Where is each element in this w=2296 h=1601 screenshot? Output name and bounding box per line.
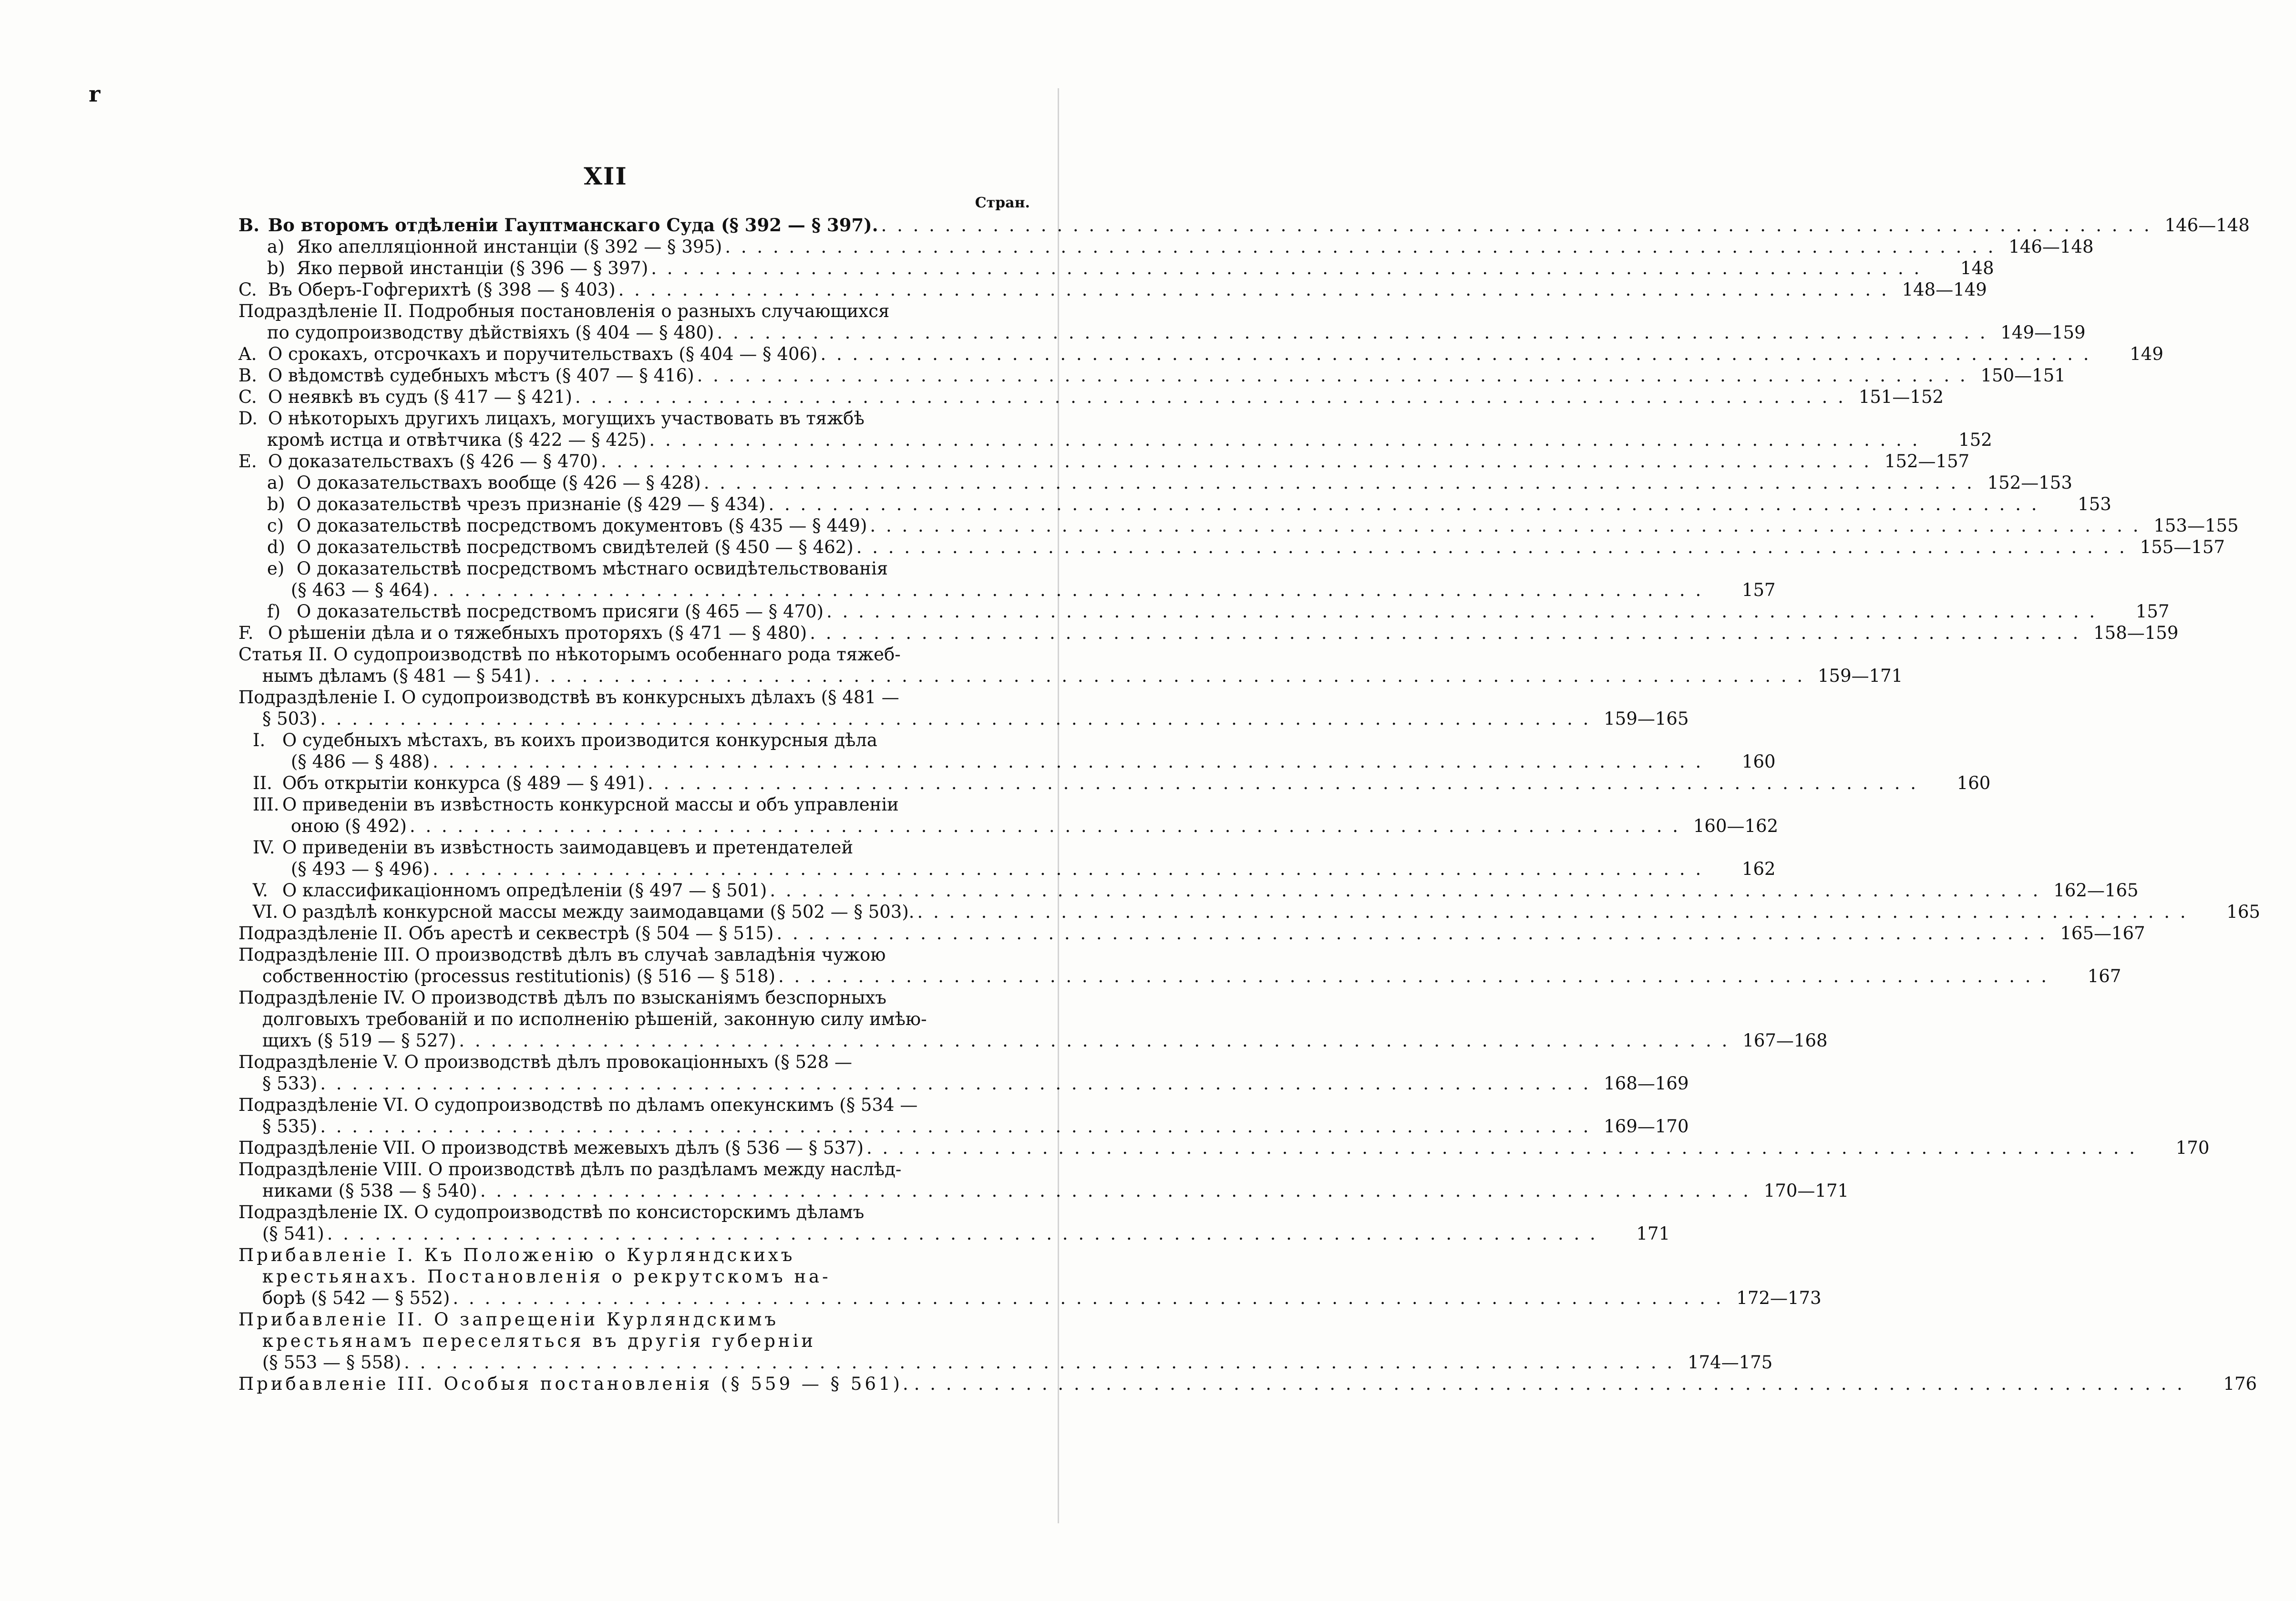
toc-entry-pages: 168—169: [1604, 1073, 1689, 1094]
toc-entry-number: E.: [238, 451, 257, 472]
leader-dots: . . . . . . . . . . . . . . . . . . . . . . . . . . . . . . . . . . . . . . . . . . . . . . . . . . . . . . . . . . . . . . . . . . . . . . . . . . . . . . . .: [480, 1180, 1751, 1201]
toc-entry-title: О доказательствѣ чрезъ признаніе (§ 429 — § 434): [297, 494, 766, 514]
leader-dots: . . . . . . . . . . . . . . . . . . . . . . . . . . . . . . . . . . . . . . . . . . . . . . . . . . . . . . . . . . . . . . . . . . . . . . . . . . . . . . . .: [320, 1073, 1591, 1094]
toc-entry-pages: 174—175: [1688, 1352, 1773, 1373]
toc-entry: [238, 1352, 1773, 1373]
leader-dots: . . . . . . . . . . . . . . . . . . . . . . . . . . . . . . . . . . . . . . . . . . . . . . . . . . . . . . . . . . . . . . . . . . . . . . . . . . . . . . . .: [601, 451, 1872, 472]
toc-entry-number: C.: [238, 387, 257, 407]
toc-entry: [238, 429, 1992, 451]
toc-entry-pages: 146—148: [2008, 236, 2094, 257]
toc-entry-pages: 152—157: [1884, 451, 1970, 472]
leader-dots: . . . . . . . . . . . . . . . . . . . . . . . . . . . . . . . . . . . . . . . . . . . . . . . . . . . . . . . . . . . . . . . . . . . . . . . . . . . . . . . .: [534, 666, 1805, 686]
toc-entry-title: О доказательствахъ вообще (§ 426 — § 428): [297, 472, 701, 493]
toc-entry-title: Статья II. О судопроизводствѣ по нѣкоторымъ особеннаго рода тяжеб-: [238, 644, 901, 665]
toc-entry-pages: 170—171: [1763, 1180, 1849, 1201]
toc-entry: [238, 751, 1776, 772]
toc-entry: [238, 1051, 1006, 1073]
toc-entry-pages: 150—151: [1980, 365, 2066, 386]
toc-entry-title: никами (§ 538 — § 540): [262, 1180, 477, 1201]
toc-entry-title: О нѣкоторыхъ другихъ лицахъ, могущихъ участвовать въ тяжбѣ: [268, 408, 865, 429]
page-number: XII: [584, 162, 628, 190]
toc-entry-pages: 162: [1741, 859, 1776, 879]
toc-entry-pages: 148: [1960, 258, 1994, 278]
toc-entry-pages: 153—155: [2153, 515, 2239, 536]
toc-entry: [238, 386, 1944, 408]
leader-dots: . . . . . . . . . . . . . . . . . . . . . . . . . . . . . . . . . . . . . . . . . . . . . . . . . . . . . . . . . . . . . . . . . . . . . . . . . . . . . . . .: [810, 623, 2081, 643]
toc-entry-pages: 167: [2087, 966, 2121, 986]
toc-entry: [238, 1008, 1006, 1030]
leader-dots: . . . . . . . . . . . . . . . . . . . . . . . . . . . . . . . . . . . . . . . . . . . . . . . . . . . . . . . . . . . . . . . . . . . . . . . . . . . . . . . .: [575, 387, 1846, 407]
toc-entry-title: Подраздѣленіе IX. О судопроизводствѣ по консисторскимъ дѣламъ: [238, 1202, 865, 1222]
toc-entry-title: нымъ дѣламъ (§ 481 — § 541): [262, 666, 532, 686]
toc-entry-number: b): [267, 258, 286, 278]
toc-entry-pages: 160: [1741, 751, 1776, 772]
leader-dots: . . . . . . . . . . . . . . . . . . . . . . . . . . . . . . . . . . . . . . . . . . . . . . . . . . . . . . . . . . . . . . . . . . . . . . . . . . . . . . . .: [409, 816, 1680, 836]
toc-entry-pages: 169—170: [1604, 1116, 1689, 1137]
leader-dots: . . . . . . . . . . . . . . . . . . . . . . . . . . . . . . . . . . . . . . . . . . . . . . . . . . . . . . . . . . . . . . . . . . . . . . . . . . . . . . . .: [725, 236, 1996, 257]
toc-entry: [238, 343, 2163, 365]
toc-entry-number: b): [267, 494, 286, 514]
toc-entry-number: III.: [253, 794, 279, 815]
toc-entry: [238, 408, 1006, 429]
toc-entry-title: Подраздѣленіе II. Подробныя постановленія о разныхъ случающихся: [238, 301, 890, 321]
toc-entry-title: О классификаціонномъ опредѣленіи (§ 497 — § 501): [282, 880, 767, 901]
toc-entry: [238, 987, 1006, 1008]
toc-entry-number: a): [267, 472, 285, 493]
toc-entry-pages: 167—168: [1742, 1030, 1828, 1051]
toc-entry-title: О доказательствахъ (§ 426 — § 470): [268, 451, 598, 472]
toc-entry: [238, 257, 1994, 279]
toc-entry-title: собственностію (processus restitutionis) (§ 516 — § 518): [262, 966, 775, 986]
toc-entry-title: (§ 486 — § 488): [291, 751, 430, 772]
toc-entry-title: Подраздѣленіе IV. О производствѣ дѣлъ по взысканіямъ безспорныхъ: [238, 987, 886, 1008]
toc-entry: [238, 837, 1006, 858]
toc-entry-title: (§ 493 — § 496): [291, 859, 430, 879]
toc-entry-pages: 176: [2223, 1374, 2257, 1394]
toc-entry-pages: 172—173: [1736, 1288, 1822, 1308]
leader-dots: . . . . . . . . . . . . . . . . . . . . . . . . . . . . . . . . . . . . . . . . . . . . . . . . . . . . . . . . . . . . . . . . . . . . . . . . . . . . . . . .: [870, 515, 2141, 536]
toc-entry-title: О раздѣлѣ конкурсной массы между заимодавцами (§ 502 — § 503).: [282, 902, 915, 922]
leader-dots: . . . . . . . . . . . . . . . . . . . . . . . . . . . . . . . . . . . . . . . . . . . . . . . . . . . . . . . . . . . . . . . . . . . . . . . . . . . . . . . .: [647, 773, 1919, 793]
toc-entry-number: IV.: [253, 837, 275, 858]
toc-entry: [238, 880, 2139, 901]
toc-entry-pages: 165: [2226, 902, 2260, 922]
leader-dots: . . . . . . . . . . . . . . . . . . . . . . . . . . . . . . . . . . . . . . . . . . . . . . . . . . . . . . . . . . . . . . . . . . . . . . . . . . . . . . . .: [776, 923, 2048, 944]
toc-entry-title: О доказательствѣ посредствомъ свидѣтелей (§ 450 — § 462): [297, 537, 854, 557]
toc-entry: [238, 472, 2072, 493]
toc-entry: [238, 815, 1779, 837]
toc-entry-title: О неявкѣ въ судъ (§ 417 — § 421): [268, 387, 572, 407]
toc-entry: [238, 901, 2260, 923]
toc-entry-number: C.: [238, 279, 257, 300]
toc-entry: [238, 1223, 1670, 1244]
leader-dots: . . . . . . . . . . . . . . . . . . . . . . . . . . . . . . . . . . . . . . . . . . . . . . . . . . . . . . . . . . . . . . . . . . . . . . . . . . . . . . . .: [651, 258, 1922, 278]
leader-dots: . . . . . . . . . . . . . . . . . . . . . . . . . . . . . . . . . . . . . . . . . . . . . . . . . . . . . . . . . . . . . . . . . . . . . . . . . . . . . . . .: [717, 322, 1988, 343]
toc-entry-title: Подраздѣленіе VI. О судопроизводствѣ по дѣламъ опекунскимъ (§ 534 —: [238, 1095, 918, 1115]
leader-dots: . . . . . . . . . . . . . . . . . . . . . . . . . . . . . . . . . . . . . . . . . . . . . . . . . . . . . . . . . . . . . . . . . . . . . . . . . . . . . . . .: [453, 1288, 1724, 1308]
toc-entry: [238, 279, 1987, 300]
toc-entry: [238, 1201, 1006, 1223]
leader-dots: . . . . . . . . . . . . . . . . . . . . . . . . . . . . . . . . . . . . . . . . . . . . . . . . . . . . . . . . . . . . . . . . . . . . . . . . . . . . . . . .: [459, 1030, 1730, 1051]
toc-entry-number: A.: [238, 344, 257, 364]
toc-entry-title: Подраздѣленіе II. Объ арестѣ и секвестрѣ (§ 504 — § 515): [238, 923, 774, 944]
toc-entry-number: f): [267, 601, 281, 622]
toc-entry-title: § 533): [262, 1073, 318, 1094]
toc-entry-title: Объ открытіи конкурса (§ 489 — § 491): [282, 773, 645, 793]
toc-entry-pages: 148—149: [1902, 279, 1987, 300]
leader-dots: . . . . . . . . . . . . . . . . . . . . . . . . . . . . . . . . . . . . . . . . . . . . . . . . . . . . . . . . . . . . . . . . . . . . . . . . . . . . . . . .: [778, 966, 2049, 986]
toc-entry-number: V.: [253, 880, 268, 901]
toc-entry: [238, 1244, 1006, 1266]
toc-entry-pages: 159—165: [1604, 708, 1689, 729]
toc-entry-title: Прибавленіе III. Особыя постановленія (§ 559 — § 561).: [238, 1374, 911, 1394]
toc-entry-pages: 152: [1958, 430, 1992, 450]
toc-entry-title: § 503): [262, 708, 318, 729]
toc-entry-number: e): [267, 558, 285, 579]
toc-entry: [238, 1030, 1828, 1051]
toc-entry-title: Подраздѣленіе VII. О производствѣ межевыхъ дѣлъ (§ 536 — § 537): [238, 1138, 864, 1158]
toc-entry-title: О доказательствѣ посредствомъ присяги (§ 465 — § 470): [297, 601, 824, 622]
toc-entry: [238, 1116, 1689, 1137]
toc-entry-title: О приведеніи въ извѣстность заимодавцевъ и претендателей: [282, 837, 854, 858]
table-of-contents: [238, 215, 2260, 1395]
toc-entry-pages: 149: [2130, 344, 2163, 364]
toc-entry: [238, 665, 1903, 687]
toc-entry: [238, 772, 1991, 794]
toc-entry: [238, 493, 2111, 515]
leader-dots: . . . . . . . . . . . . . . . . . . . . . . . . . . . . . . . . . . . . . . . . . . . . . . . . . . . . . . . . . . . . . . . . . . . . . . . . . . . . . . . .: [404, 1352, 1675, 1373]
pages-column-label: Стран.: [975, 195, 1030, 211]
corner-mark: r: [89, 81, 101, 107]
toc-entry-pages: 155—157: [2140, 537, 2225, 557]
toc-entry-number: I.: [253, 730, 266, 750]
toc-entry-pages: 158—159: [2093, 623, 2179, 643]
toc-entry-title: О доказательствѣ посредствомъ мѣстнаго освидѣтельствованія: [297, 558, 888, 579]
toc-entry-pages: 170: [2175, 1138, 2210, 1158]
toc-entry-title: Прибавленіе I. Къ Положенію о Курляндскихъ: [238, 1245, 795, 1265]
toc-entry: [238, 515, 2239, 536]
toc-entry: [238, 794, 1006, 815]
toc-entry: [238, 558, 1006, 579]
leader-dots: . . . . . . . . . . . . . . . . . . . . . . . . . . . . . . . . . . . . . . . . . . . . . . . . . . . . . . . . . . . . . . . . . . . . . . . . . . . . . . . .: [703, 472, 1975, 493]
toc-entry-title: (§ 553 — § 558): [262, 1352, 402, 1373]
toc-entry-title: О рѣшеніи дѣла и о тяжебныхъ проторяхъ (§ 471 — § 480): [268, 623, 807, 643]
toc-entry-number: D.: [238, 408, 258, 429]
toc-entry-number: II.: [253, 773, 272, 793]
leader-dots: . . . . . . . . . . . . . . . . . . . . . . . . . . . . . . . . . . . . . . . . . . . . . . . . . . . . . . . . . . . . . . . . . . . . . . . . . . . . . . . .: [649, 430, 1920, 450]
toc-entry-title: по судопроизводству дѣйствіяхъ (§ 404 — § 480): [267, 322, 714, 343]
toc-entry-title: (§ 463 — § 464): [291, 580, 430, 600]
toc-entry-pages: 157: [1741, 580, 1776, 600]
toc-entry-pages: 162—165: [2053, 880, 2139, 901]
toc-entry: [238, 622, 2179, 644]
toc-entry: [238, 365, 2066, 386]
toc-entry-title: Яко апелляціонной инстанціи (§ 392 — § 395): [297, 236, 722, 257]
toc-entry: [238, 687, 1006, 708]
toc-entry-title: крестьянамъ переселяться въ другія губерніи: [262, 1331, 816, 1351]
leader-dots: . . . . . . . . . . . . . . . . . . . . . . . . . . . . . . . . . . . . . . . . . . . . . . . . . . . . . . . . . . . . . . . . . . . . . . . . . . . . . . . .: [320, 708, 1591, 729]
toc-entry-title: О вѣдомствѣ судебныхъ мѣстъ (§ 407 — § 416): [268, 365, 694, 386]
leader-dots: . . . . . . . . . . . . . . . . . . . . . . . . . . . . . . . . . . . . . . . . . . . . . . . . . . . . . . . . . . . . . . . . . . . . . . . . . . . . . . . .: [770, 880, 2041, 901]
toc-entry-pages: 165—167: [2060, 923, 2145, 944]
toc-entry-title: О срокахъ, отсрочкахъ и поручительствахъ (§ 404 — § 406): [268, 344, 818, 364]
toc-entry-pages: 153: [2078, 494, 2111, 514]
toc-entry-pages: 151—152: [1858, 387, 1944, 407]
toc-entry: [238, 322, 2086, 343]
toc-entry-title: Въ Оберъ-Гофгерихтѣ (§ 398 — § 403): [268, 279, 616, 300]
toc-entry-number: c): [267, 515, 284, 536]
toc-entry-title: Подраздѣленіе I. О судопроизводствѣ въ конкурсныхъ дѣлахъ (§ 481 —: [238, 687, 899, 708]
toc-entry-title: крестьянахъ. Постановленія о рекрутскомъ на-: [262, 1266, 831, 1287]
toc-entry-number: F.: [238, 623, 254, 643]
leader-dots: . . . . . . . . . . . . . . . . . . . . . . . . . . . . . . . . . . . . . . . . . . . . . . . . . . . . . . . . . . . . . . . . . . . . . . . . . . . . . . . .: [881, 215, 2152, 236]
toc-entry: [238, 1266, 1006, 1287]
toc-entry-pages: 157: [2135, 601, 2170, 622]
toc-entry-title: Во второмъ отдѣленіи Гауптманскаго Суда (§ 392 — § 397).: [268, 215, 878, 236]
toc-entry-number: B.: [238, 365, 257, 386]
toc-entry: [238, 708, 1689, 729]
toc-entry-title: долговыхъ требованій и по исполненію рѣшеній, законную силу имѣю-: [262, 1009, 927, 1029]
leader-dots: . . . . . . . . . . . . . . . . . . . . . . . . . . . . . . . . . . . . . . . . . . . . . . . . . . . . . . . . . . . . . . . . . . . . . . . . . . . . . . . .: [866, 1138, 2138, 1158]
toc-entry-title: О доказательствѣ посредствомъ документовъ (§ 435 — § 449): [297, 515, 867, 536]
toc-entry: [238, 1287, 1822, 1309]
toc-entry: [238, 965, 2121, 987]
toc-entry: [238, 858, 1776, 880]
toc-entry: [238, 236, 2094, 257]
toc-entry-number: VI.: [253, 902, 278, 922]
leader-dots: . . . . . . . . . . . . . . . . . . . . . . . . . . . . . . . . . . . . . . . . . . . . . . . . . . . . . . . . . . . . . . . . . . . . . . . . . . . . . . . .: [432, 580, 1704, 600]
toc-entry-title: кромѣ истца и отвѣтчика (§ 422 — § 425): [267, 430, 647, 450]
toc-entry-title: Яко первой инстанціи (§ 396 — § 397): [297, 258, 649, 278]
toc-entry-title: оною (§ 492): [291, 816, 407, 836]
toc-entry: [238, 1137, 2210, 1159]
toc-entry-title: борѣ (§ 542 — § 552): [262, 1288, 450, 1308]
toc-entry-number: a): [267, 236, 285, 257]
toc-entry: [238, 1309, 1006, 1330]
toc-entry: [238, 536, 2225, 558]
toc-entry-title: О приведеніи въ извѣстность конкурсной массы и объ управленіи: [282, 794, 899, 815]
toc-entry-title: (§ 541): [262, 1223, 324, 1244]
toc-entry: [238, 944, 1006, 965]
toc-entry-pages: 146—148: [2164, 215, 2250, 236]
toc-entry-pages: 152—153: [1987, 472, 2072, 493]
toc-entry-title: Подраздѣленіе VIII. О производствѣ дѣлъ по раздѣламъ между наслѣд-: [238, 1159, 902, 1180]
toc-entry-title: щихъ (§ 519 — § 527): [262, 1030, 456, 1051]
toc-entry: [238, 729, 1006, 751]
leader-dots: . . . . . . . . . . . . . . . . . . . . . . . . . . . . . . . . . . . . . . . . . . . . . . . . . . . . . . . . . . . . . . . . . . . . . . . . . . . . . . . .: [917, 902, 2188, 922]
toc-entry-title: § 535): [262, 1116, 318, 1137]
toc-entry-pages: 160: [1956, 773, 1991, 793]
toc-entry-title: О судебныхъ мѣстахъ, въ коихъ производится конкурсныя дѣла: [282, 730, 877, 750]
toc-entry: [238, 579, 1776, 601]
toc-entry: [238, 601, 2170, 622]
toc-entry-title: Прибавленіе II. О запрещеніи Курляндскимъ: [238, 1309, 779, 1330]
toc-entry-number: d): [267, 537, 286, 557]
leader-dots: . . . . . . . . . . . . . . . . . . . . . . . . . . . . . . . . . . . . . . . . . . . . . . . . . . . . . . . . . . . . . . . . . . . . . . . . . . . . . . . .: [618, 279, 1889, 300]
leader-dots: . . . . . . . . . . . . . . . . . . . . . . . . . . . . . . . . . . . . . . . . . . . . . . . . . . . . . . . . . . . . . . . . . . . . . . . . . . . . . . . .: [432, 751, 1704, 772]
toc-entry-title: Подраздѣленіе V. О производствѣ дѣлъ провокаціонныхъ (§ 528 —: [238, 1052, 852, 1072]
toc-entry: [238, 1073, 1689, 1094]
toc-entry-title: Подраздѣленіе III. О производствѣ дѣлъ въ случаѣ завладѣнія чужою: [238, 944, 886, 965]
leader-dots: . . . . . . . . . . . . . . . . . . . . . . . . . . . . . . . . . . . . . . . . . . . . . . . . . . . . . . . . . . . . . . . . . . . . . . . . . . . . . . . .: [856, 537, 2127, 557]
toc-entry-pages: 149—159: [2000, 322, 2086, 343]
toc-entry: [238, 1159, 1006, 1180]
toc-entry-pages: 171: [1636, 1223, 1670, 1244]
toc-entry-number: B.: [238, 215, 260, 236]
leader-dots: . . . . . . . . . . . . . . . . . . . . . . . . . . . . . . . . . . . . . . . . . . . . . . . . . . . . . . . . . . . . . . . . . . . . . . . . . . . . . . . .: [432, 859, 1704, 879]
toc-entry-pages: 159—171: [1818, 666, 1903, 686]
toc-entry: [238, 300, 1006, 322]
leader-dots: . . . . . . . . . . . . . . . . . . . . . . . . . . . . . . . . . . . . . . . . . . . . . . . . . . . . . . . . . . . . . . . . . . . . . . . . . . . . . . . .: [820, 344, 2091, 364]
toc-entry: [238, 1094, 1006, 1116]
leader-dots: . . . . . . . . . . . . . . . . . . . . . . . . . . . . . . . . . . . . . . . . . . . . . . . . . . . . . . . . . . . . . . . . . . . . . . . . . . . . . . . .: [697, 365, 1968, 386]
toc-entry: [238, 1330, 1006, 1352]
toc-entry: [238, 644, 1006, 665]
leader-dots: . . . . . . . . . . . . . . . . . . . . . . . . . . . . . . . . . . . . . . . . . . . . . . . . . . . . . . . . . . . . . . . . . . . . . . . . . . . . . . . .: [826, 601, 2098, 622]
toc-entry-pages: 160—162: [1693, 816, 1779, 836]
toc-entry: [238, 1180, 1849, 1201]
toc-entry: [238, 923, 2145, 944]
leader-dots: . . . . . . . . . . . . . . . . . . . . . . . . . . . . . . . . . . . . . . . . . . . . . . . . . . . . . . . . . . . . . . . . . . . . . . . . . . . . . . . .: [327, 1223, 1598, 1244]
leader-dots: . . . . . . . . . . . . . . . . . . . . . . . . . . . . . . . . . . . . . . . . . . . . . . . . . . . . . . . . . . . . . . . . . . . . . . . . . . . . . . . .: [768, 494, 2039, 514]
leader-dots: . . . . . . . . . . . . . . . . . . . . . . . . . . . . . . . . . . . . . . . . . . . . . . . . . . . . . . . . . . . . . . . . . . . . . . . . . . . . . . . .: [914, 1374, 2185, 1394]
toc-entry: [238, 1373, 2257, 1395]
toc-entry: [238, 451, 1970, 472]
leader-dots: . . . . . . . . . . . . . . . . . . . . . . . . . . . . . . . . . . . . . . . . . . . . . . . . . . . . . . . . . . . . . . . . . . . . . . . . . . . . . . . .: [320, 1116, 1591, 1137]
toc-entry: [238, 215, 2250, 236]
